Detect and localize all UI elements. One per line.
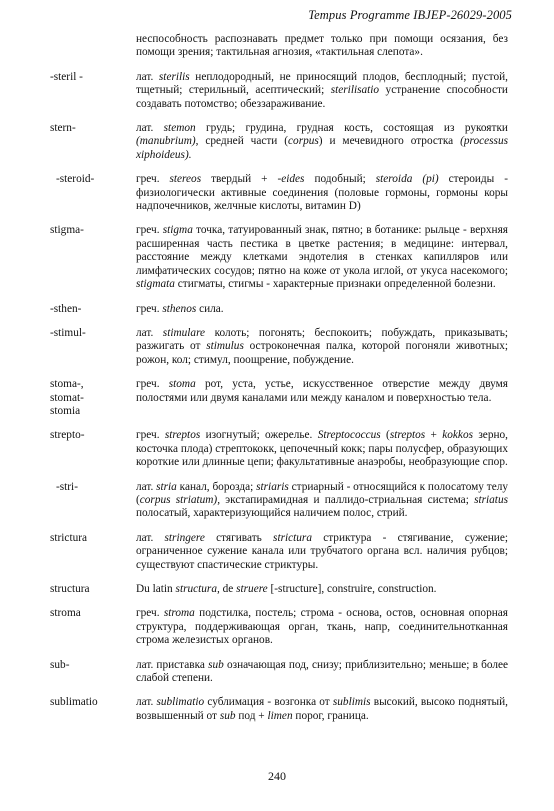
definition-text: [-structure], construire, construction.: [267, 583, 437, 595]
definition-text: лат.: [136, 531, 165, 544]
italic-term: sthenos: [162, 302, 197, 315]
italic-term: stoma: [168, 378, 196, 391]
definition-text: греч.: [136, 224, 163, 237]
glossary-entry: [0, 224, 554, 291]
entry-definition: [136, 173, 508, 213]
italic-term: -eides: [277, 173, 305, 186]
glossary-entry: [0, 481, 554, 521]
glossary-entry: [0, 327, 554, 367]
italic-term: sterilisatio: [330, 84, 380, 97]
definition-text: греч.: [136, 173, 170, 186]
entry-definition: [136, 71, 508, 111]
entry-term: structura: [50, 583, 90, 595]
entry-definition: [136, 429, 508, 469]
italic-term: corpus: [288, 135, 319, 148]
italic-term: limen: [267, 709, 293, 722]
italic-term: sterilis: [158, 70, 190, 83]
entry-term: sub-: [50, 658, 70, 671]
definition-text: Du latin: [136, 583, 176, 595]
entry-definition: [136, 224, 508, 291]
glossary-entry: [0, 303, 554, 316]
definition-text: твердый +: [201, 173, 278, 186]
definition-text: греч.: [136, 302, 163, 315]
entry-term: -sthen-: [50, 302, 82, 315]
italic-term: (manubrium): [136, 135, 196, 148]
definition-text: греч.: [136, 607, 164, 620]
definition-text: , средней части (: [195, 135, 289, 148]
definition-text: лат.: [136, 696, 157, 709]
entry-term: stoma-, stomat- stomia: [50, 378, 84, 417]
entry-definition: [136, 696, 508, 723]
definition-text: неплодородный, не приносящий плодов, бесплодный; пустой, тщетный; стерильный, асептический;: [136, 70, 508, 97]
definition-text: лат.: [136, 480, 157, 493]
definition-text: греч.: [136, 429, 165, 442]
glossary-entry: [0, 696, 554, 723]
glossary-entries: [0, 33, 554, 734]
italic-term: sublimis: [332, 696, 371, 709]
entry-definition: [136, 532, 508, 572]
definition-text: порог, граница.: [292, 709, 369, 722]
definition-text: (: [380, 429, 390, 442]
entry-term: -steril -: [50, 70, 83, 83]
italic-term: sublimatio: [156, 696, 205, 709]
entry-definition: [136, 327, 508, 367]
italic-term: stria: [156, 480, 177, 493]
definition-text: рот, уста, устье, искусственное отверстие между двумя полостями или двумя каналами или между каналом и поверхностью тела.: [136, 378, 508, 404]
definition-text: сублимация - возгонка от: [204, 696, 333, 709]
definition-text: полосатый, характеризующийся наличием полос, стрий.: [136, 507, 408, 520]
definition-text: подобный;: [304, 173, 376, 186]
entry-term: stigma-: [50, 224, 84, 237]
italic-term: stroma: [163, 607, 195, 620]
definition-text: изогнутый; ожерелье.: [200, 429, 318, 442]
entry-term: strepto-: [50, 429, 85, 442]
definition-text: неспособность распознавать предмет только при помощи осязания, без помощи зрения; тактильная агнозия, «тактильная слепота».: [136, 33, 508, 59]
italic-term: (processus xiphoideus).: [136, 135, 508, 161]
definition-text: точка, татуированный знак, пятно; в ботанике: рыльце - верхняя расширенная часть пестика в цветке растения; в медицине: интервал, расстояние между клетками эндотелия в стенках капилляров или лимфатических сосудов; пятно на коже от укола иглой, от укуса насекомого;: [136, 224, 508, 277]
definition-text: устранение способности создавать потомство; обеззараживание.: [136, 84, 508, 110]
glossary-entry: [0, 33, 554, 60]
definition-text: канал, борозда;: [176, 480, 257, 493]
definition-text: стероиды - физиологически активные соединения (половые гормоны, гормоны коры надпочечников, желчные кислоты, витамин D): [136, 173, 509, 213]
glossary-entry: [0, 429, 554, 469]
entry-definition: [136, 607, 508, 647]
entry-term: stroma: [50, 607, 81, 620]
glossary-entry: [0, 532, 554, 572]
definition-text: стриарный - относящийся к полосатому телу (: [136, 480, 508, 506]
definition-text: остроконечная палка, которой погоняли животных; рожон, кол; стимул, поощрение, побуждение.: [136, 340, 508, 366]
glossary-entry: [0, 607, 554, 647]
entry-definition: [136, 303, 508, 316]
glossary-entry: [0, 122, 554, 162]
definition-text: +: [425, 429, 443, 442]
glossary-entry: [0, 173, 554, 213]
definition-text: лат.: [136, 70, 159, 83]
entry-definition: [136, 378, 508, 418]
glossary-entry: [0, 71, 554, 111]
italic-term: kokkos: [442, 429, 473, 442]
definition-text: зерно, косточка плода) стрептококк, цепочечный кокк; пары полусфер, образующих короткие или длинные цепи; факультативные анаэробы, необразующие спор.: [136, 429, 508, 469]
entry-definition: [136, 122, 508, 162]
definition-text: ) и мечевидного отростка: [318, 135, 461, 148]
glossary-entry: [0, 583, 554, 596]
definition-text: стягивать: [204, 531, 274, 544]
definition-text: грудь; грудина, грудная кость, состоящая из рукоятки: [195, 122, 508, 135]
italic-term: streptos: [164, 429, 201, 442]
italic-term: struere: [236, 583, 268, 595]
entry-term: stern-: [50, 122, 76, 135]
entry-definition: [136, 583, 508, 596]
italic-term: sub: [219, 709, 236, 722]
definition-text: лат. приставка: [136, 658, 209, 671]
italic-term: stereos: [169, 173, 202, 186]
definition-text: высокий, высоко поднятый, возвышенный от: [136, 696, 508, 722]
definition-text: подстилка, постель; строма - основа, остов, основная опорная структура, поддерживающая орган, ткань, напр, соединительнотканная строма железистых органов.: [136, 607, 508, 647]
italic-term: stigmata: [136, 278, 175, 291]
running-header: Tempus Programme IBJEP-26029-2005: [308, 8, 512, 22]
entry-definition: [136, 659, 508, 686]
definition-text: de: [219, 583, 237, 595]
italic-term: Streptococcus: [317, 429, 381, 442]
glossary-entry: [0, 659, 554, 686]
definition-text: стриктура - стягивание, сужение; ограниченное сужение канала или трубчатого органа всл. наличия рубцов; существуют спастические стриктуры.: [136, 531, 508, 571]
entry-term: strictura: [50, 531, 88, 544]
entry-term: -stimul-: [50, 326, 86, 339]
italic-term: striaris: [256, 480, 289, 493]
definition-text: сила.: [196, 302, 224, 315]
glossary-entry: [0, 378, 554, 418]
italic-term: stigma: [162, 224, 193, 237]
entry-term: sublimatio: [50, 696, 98, 709]
italic-term: structura,: [175, 583, 220, 595]
entry-definition: [136, 33, 508, 60]
entry-definition: [136, 481, 508, 521]
italic-term: steroida (pi): [375, 173, 439, 186]
definition-text: под +: [235, 709, 268, 722]
italic-term: streptos: [389, 429, 426, 442]
italic-term: sub: [208, 658, 224, 671]
page-number: 240: [268, 769, 286, 783]
italic-term: stringere: [164, 531, 205, 544]
definition-text: означающая под, снизу; приблизительно; меньше; в более слабой степени.: [136, 658, 508, 685]
definition-text: колоть; погонять; беспокоить; побуждать, приказывать; разжигать от: [136, 326, 508, 353]
definition-text: экстапирамидная и паллидо-стриальная система;: [220, 493, 475, 506]
definition-text: греч.: [136, 378, 169, 391]
italic-term: stimulus: [206, 340, 244, 353]
entry-term: -stri-: [56, 480, 78, 493]
italic-term: stemon: [163, 122, 196, 135]
definition-text: лат.: [136, 122, 164, 135]
entry-term: -steroid-: [56, 173, 95, 186]
italic-term: stimulare: [162, 326, 206, 339]
definition-text: стигматы, стигмы - характерные признаки определенной болезни.: [174, 278, 496, 291]
italic-term: striatus: [474, 493, 508, 506]
definition-text: лат.: [136, 326, 163, 339]
italic-term: strictura: [273, 531, 312, 544]
italic-term: corpus striatum),: [139, 493, 221, 506]
entry-term: [0, 33, 136, 60]
